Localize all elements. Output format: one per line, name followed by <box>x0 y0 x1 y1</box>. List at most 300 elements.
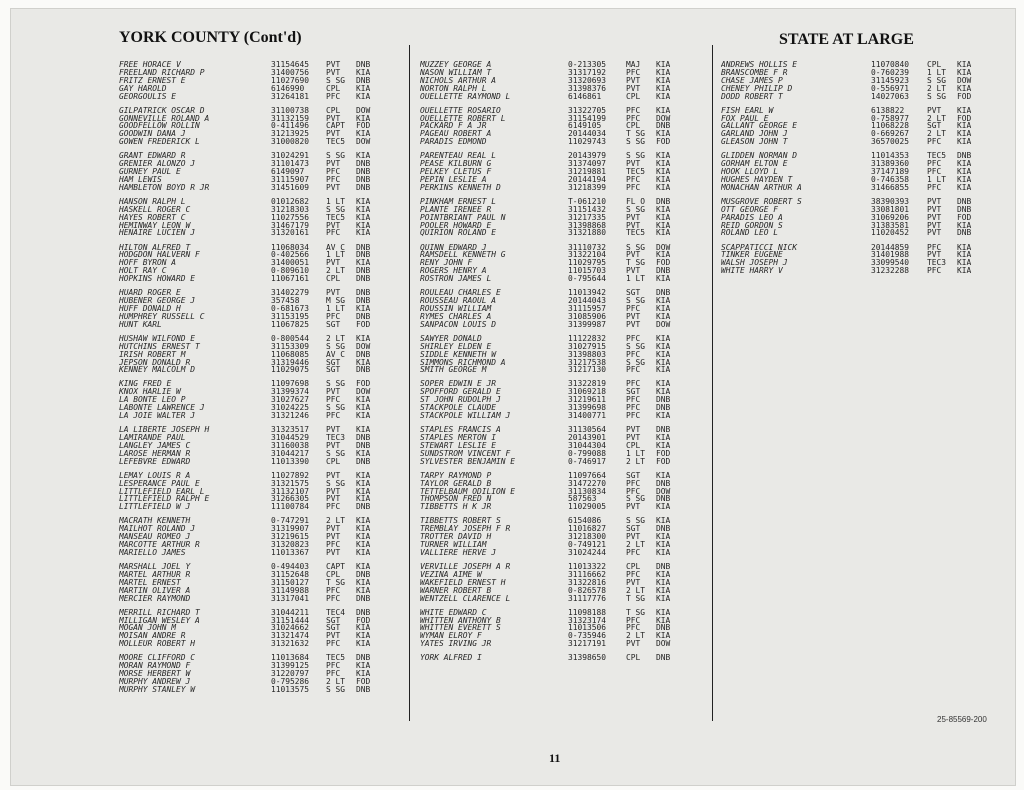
record-row <box>420 549 682 557</box>
name: WHITTEN ANTHONY B <box>420 616 501 625</box>
serial-number: 31153195 <box>271 312 310 321</box>
status: KIA <box>656 304 671 313</box>
serial-number: 31044211 <box>271 608 310 617</box>
name: LEFEBVRE EDWARD <box>119 457 191 466</box>
serial-number: 31024291 <box>271 152 310 161</box>
serial-number: 31152648 <box>271 570 310 579</box>
serial-number: 11016827 <box>568 525 607 534</box>
name: WENTZELL CLARENCE L <box>420 594 511 603</box>
name: GLEASON JOHN T <box>721 138 788 147</box>
name: SHIRLEY ELDEN E <box>420 342 492 351</box>
name: HUMPHREY RUSSELL C <box>119 312 205 321</box>
serial-number: 31115957 <box>568 304 607 313</box>
name: VERVILLE JOSEPH A R <box>420 563 511 571</box>
rank: SGT <box>326 320 341 329</box>
rank: 1 LT <box>626 275 646 284</box>
name: ROGERS HENRY A <box>420 267 487 276</box>
status: KIA <box>656 152 671 161</box>
status: KIA <box>656 168 671 176</box>
name: POOLER HOWARD E <box>420 221 492 230</box>
rank: S SG <box>927 76 947 85</box>
serial-number: 0-494403 <box>271 563 310 571</box>
state-header: STATE AT LARGE <box>779 31 914 48</box>
record-row <box>119 107 382 115</box>
status: KIA <box>356 662 371 671</box>
status: KIA <box>656 275 671 284</box>
record-row <box>420 152 682 160</box>
record-row <box>420 229 682 237</box>
status: KIA <box>356 358 371 367</box>
status: DOW <box>356 106 371 115</box>
record-row <box>119 662 382 670</box>
rank: TEC3 <box>927 259 947 268</box>
record-row <box>420 61 682 69</box>
serial-number: 31132107 <box>271 487 310 496</box>
serial-number: 0-735946 <box>568 632 607 641</box>
status: KIA <box>957 243 972 252</box>
record-row <box>721 259 983 267</box>
status: KIA <box>656 541 671 549</box>
rank: PFC <box>626 412 641 420</box>
record-row <box>119 396 382 404</box>
rank: PFC <box>626 175 641 184</box>
record-group <box>420 244 682 283</box>
rank: 2 LT <box>626 586 646 595</box>
rank: S SG <box>626 138 646 147</box>
status: KIA <box>356 152 371 161</box>
rank: PVT <box>626 267 641 276</box>
status: KIA <box>957 175 972 184</box>
status: KIA <box>656 334 671 343</box>
status: DOW <box>356 388 371 397</box>
record-group <box>420 426 682 465</box>
rank: PVT <box>326 259 341 268</box>
status: DNB <box>356 297 371 305</box>
record-row <box>721 138 983 146</box>
rank: 2 LT <box>927 130 947 139</box>
record-row <box>420 480 682 488</box>
record-row <box>721 85 983 93</box>
record-row <box>721 152 983 160</box>
name: POINTBRIANT PAUL N <box>420 213 506 222</box>
county-header: YORK COUNTY (Cont'd) <box>119 29 302 46</box>
name: WARNER ROBERT B <box>420 586 492 595</box>
record-row <box>420 525 682 533</box>
record-row <box>721 115 983 123</box>
rank: CPL <box>626 122 641 131</box>
rank: PVT <box>626 533 641 542</box>
status: KIA <box>656 350 671 359</box>
record-group <box>119 335 382 374</box>
record-group <box>420 289 682 328</box>
serial-number: 31266305 <box>271 495 310 504</box>
serial-number: 31044304 <box>568 441 607 450</box>
record-group <box>420 472 682 511</box>
serial-number: 31217335 <box>568 213 607 222</box>
name: GEORGOULIS E <box>119 92 177 101</box>
record-row <box>119 571 382 579</box>
serial-number: 31320693 <box>568 76 607 85</box>
record-row <box>721 206 983 214</box>
serial-number: 31150127 <box>271 578 310 587</box>
rank: PVT <box>326 68 341 77</box>
rank: PFC <box>927 183 942 192</box>
serial-number: 11068034 <box>271 243 310 252</box>
name: SYLVESTER BENJAMIN E <box>420 457 516 466</box>
status: DNB <box>356 503 371 512</box>
serial-number: 11014353 <box>871 152 910 161</box>
record-row <box>420 214 682 222</box>
name: LITTLEFIELD RALPH E <box>119 495 210 504</box>
rank: TEC4 <box>326 608 346 617</box>
serial-number: 31402279 <box>271 289 310 298</box>
record-row <box>721 122 983 130</box>
serial-number: 31117776 <box>568 594 607 603</box>
status: FOD <box>656 457 671 466</box>
status: KIA <box>356 114 371 123</box>
record-row <box>119 168 382 176</box>
rank: FL O <box>626 197 646 206</box>
name: MORSE HERBERT W <box>119 670 191 678</box>
status: KIA <box>356 213 371 222</box>
name: TURNER WILLIAM <box>420 541 487 549</box>
rank: AV C <box>326 243 346 252</box>
rank: PFC <box>626 396 641 405</box>
serial-number: 31116662 <box>568 570 607 579</box>
name: RAMSDELL KENNETH G <box>420 251 506 260</box>
record-group <box>420 335 682 374</box>
status: KIA <box>656 84 671 93</box>
name: STACKPOLE WILLIAM J <box>420 412 511 420</box>
record-row <box>119 517 382 525</box>
name: HUARD ROGER E <box>119 289 181 298</box>
rank: CAPT <box>326 122 346 131</box>
rank: TEC5 <box>326 654 346 663</box>
name: MOISAN ANDRE R <box>119 632 186 641</box>
status: KIA <box>656 471 671 480</box>
serial-number: 0-809610 <box>271 267 310 276</box>
name: GALLANT GEORGE E <box>721 122 798 131</box>
name: MACRATH KENNETH <box>119 517 191 526</box>
name: VEZINA AIME W <box>420 570 482 579</box>
rank: 1 LT <box>326 304 346 313</box>
name: GOODFELLOW ROLLIN <box>119 122 200 131</box>
record-row <box>119 587 382 595</box>
rank: TEC5 <box>626 168 646 176</box>
record-row <box>420 632 682 640</box>
name: HUNT KARL <box>119 320 162 329</box>
record-group <box>119 244 382 283</box>
record-row <box>721 69 983 77</box>
serial-number: 20143901 <box>568 434 607 442</box>
status: KIA <box>656 586 671 595</box>
serial-number: 11013322 <box>568 563 607 571</box>
status: DOW <box>957 76 972 85</box>
status: KIA <box>957 160 972 169</box>
rank: PVT <box>326 525 341 534</box>
serial-number: 31398376 <box>568 84 607 93</box>
status: FOD <box>356 320 371 329</box>
name: PLANTE IRENEE R <box>420 205 492 214</box>
status: KIA <box>356 426 371 435</box>
record-row <box>420 541 682 549</box>
serial-number: 31399987 <box>568 320 607 329</box>
status: KIA <box>356 130 371 139</box>
rank: 1 LT <box>626 449 646 458</box>
serial-number: 31069206 <box>871 213 910 222</box>
record-group <box>119 472 382 511</box>
name: QUINN EDWARD J <box>420 243 487 252</box>
record-row <box>721 214 983 222</box>
name: HENAIRE LUCIEN J <box>119 229 196 238</box>
status: KIA <box>656 594 671 603</box>
status: KIA <box>656 608 671 617</box>
serial-number: 11067161 <box>271 275 310 284</box>
rank: S SG <box>326 152 346 161</box>
record-row <box>420 472 682 480</box>
name: MARTEL ARTHUR R <box>119 570 191 579</box>
record-row <box>119 678 382 686</box>
status: FOD <box>656 138 671 147</box>
name: NORTON RALPH L <box>420 84 487 93</box>
name: STEWART LESLIE E <box>420 441 497 450</box>
rank: AV C <box>326 350 346 359</box>
rank: TEC3 <box>326 434 346 442</box>
status: KIA <box>957 168 972 176</box>
status: KIA <box>957 251 972 260</box>
rank: M SG <box>326 297 346 305</box>
status: KIA <box>656 342 671 351</box>
serial-number: 31398868 <box>568 221 607 230</box>
rank: PFC <box>626 548 641 557</box>
status: KIA <box>356 624 371 633</box>
status: DNB <box>356 275 371 284</box>
status: KIA <box>356 487 371 496</box>
name: SPOFFORD GERALD E <box>420 388 501 397</box>
serial-number: 11013575 <box>271 685 310 694</box>
serial-number: 11067825 <box>271 320 310 329</box>
rank: PVT <box>326 632 341 641</box>
record-row <box>119 115 382 123</box>
serial-number: 31451609 <box>271 183 310 192</box>
name: MORAN RAYMOND F <box>119 662 191 671</box>
rank: PVT <box>326 471 341 480</box>
name: GAY HAROLD <box>119 84 167 93</box>
name: GORHAM ELTON E <box>721 160 788 169</box>
rank: PFC <box>626 106 641 115</box>
serial-number: 31219881 <box>568 168 607 176</box>
status: DOW <box>356 138 371 147</box>
name: MUSGROVE ROBERT S <box>721 197 802 206</box>
record-row <box>420 404 682 412</box>
status: KIA <box>356 205 371 214</box>
rank: S SG <box>626 495 646 504</box>
name: SUNDSTROM VINCENT F <box>420 449 511 458</box>
name: MILLIGAN WESLEY A <box>119 616 200 625</box>
record-row <box>119 198 382 206</box>
name: HUFF DONALD H <box>119 304 181 313</box>
name: PARENTEAU REAL L <box>420 152 497 161</box>
serial-number: 6149097 <box>271 168 305 176</box>
name: HAMBLETON BOYD R JR <box>119 183 210 192</box>
status: KIA <box>656 616 671 625</box>
name: HEMINWAY LEON W <box>119 221 191 230</box>
serial-number: 31100738 <box>271 106 310 115</box>
status: DNB <box>957 197 972 206</box>
record-row <box>420 93 682 101</box>
status: KIA <box>356 548 371 557</box>
record-group <box>420 380 682 419</box>
rank: CPL <box>927 61 942 69</box>
record-row <box>119 450 382 458</box>
name: OUELLETTE RAYMOND L <box>420 92 511 101</box>
status: DNB <box>356 267 371 276</box>
rank: PVT <box>626 213 641 222</box>
record-row <box>721 176 983 184</box>
status: KIA <box>656 68 671 77</box>
status: KIA <box>356 495 371 504</box>
record-row <box>119 563 382 571</box>
record-group <box>420 517 682 556</box>
status: DNB <box>356 76 371 85</box>
record-row <box>721 184 983 192</box>
name: LITTLEFIELD W J <box>119 503 191 512</box>
serial-number: 31110732 <box>568 243 607 252</box>
record-row <box>119 275 382 283</box>
serial-number: 11070840 <box>871 61 910 69</box>
name: PARADIS LEO A <box>721 213 783 222</box>
status: DNB <box>656 479 671 488</box>
serial-number: 31323174 <box>568 616 607 625</box>
serial-number: 11013367 <box>271 548 310 557</box>
status: KIA <box>356 84 371 93</box>
status: DNB <box>356 570 371 579</box>
rank: S SG <box>626 243 646 252</box>
name: CHENEY PHILIP D <box>721 84 793 93</box>
record-row <box>119 305 382 313</box>
status: FOD <box>356 678 371 686</box>
status: KIA <box>656 632 671 641</box>
serial-number: 31389360 <box>871 160 910 169</box>
serial-number: 31319907 <box>271 525 310 534</box>
rank: PFC <box>626 366 641 375</box>
serial-number: 6154086 <box>568 517 602 526</box>
record-row <box>119 640 382 648</box>
name: YORK ALFRED I <box>420 654 482 663</box>
rank: TEC5 <box>326 213 346 222</box>
name: NICHOLS ARTHUR A <box>420 76 497 85</box>
status: KIA <box>356 259 371 268</box>
name: SIDDLE KENNETH W <box>420 350 497 359</box>
rank: PFC <box>626 570 641 579</box>
status: DOW <box>656 320 671 329</box>
record-row <box>119 632 382 640</box>
record-group <box>420 563 682 602</box>
record-group <box>119 563 382 602</box>
rank: PFC <box>927 267 942 276</box>
name: GRENIER ALONZO J <box>119 160 196 169</box>
serial-number: 33081801 <box>871 205 910 214</box>
serial-number: 31321474 <box>271 632 310 641</box>
status: DNB <box>656 525 671 534</box>
status: DNB <box>356 183 371 192</box>
record-group <box>119 426 382 465</box>
serial-number: 11097664 <box>568 471 607 480</box>
name: CHASE JAMES P <box>721 76 783 85</box>
status: KIA <box>356 533 371 542</box>
record-row <box>119 495 382 503</box>
status: DNB <box>656 404 671 413</box>
name: TIBBETTS H K JR <box>420 503 492 512</box>
status: DNB <box>356 366 371 375</box>
name: SMITH GEORGE M <box>420 366 487 375</box>
serial-number: 20143979 <box>568 152 607 161</box>
serial-number: 31145923 <box>871 76 910 85</box>
name: WHITE HARRY V <box>721 267 783 276</box>
serial-number: 11027556 <box>271 213 310 222</box>
status: KIA <box>957 267 972 276</box>
rank: PVT <box>927 251 942 260</box>
rank: PVT <box>626 76 641 85</box>
serial-number: 6146861 <box>568 92 602 101</box>
rank: PVT <box>626 578 641 587</box>
serial-number: 357458 <box>271 297 300 305</box>
serial-number: 11068228 <box>871 122 910 131</box>
name: BRANSCOMBE F R <box>721 68 788 77</box>
status: KIA <box>356 68 371 77</box>
name: IRISH ROBERT M <box>119 350 186 359</box>
serial-number: 01012682 <box>271 197 310 206</box>
serial-number: 31218300 <box>568 533 607 542</box>
status: DNB <box>356 243 371 252</box>
record-row <box>420 495 682 503</box>
name: LAROSE HERMAN R <box>119 449 191 458</box>
rank: PFC <box>626 479 641 488</box>
record-row <box>119 313 382 321</box>
record-row <box>420 251 682 259</box>
name: SAWYER DONALD <box>420 334 482 343</box>
roster-column-3 <box>721 61 983 281</box>
status: DNB <box>356 654 371 663</box>
name: TINKER EUGENE <box>721 251 783 260</box>
rank: T SG <box>626 608 646 617</box>
record-row <box>420 267 682 275</box>
status: KIA <box>656 229 671 238</box>
serial-number: 11020452 <box>871 229 910 238</box>
record-row <box>420 138 682 146</box>
serial-number: 11098188 <box>568 608 607 617</box>
status: KIA <box>356 640 371 649</box>
record-row <box>119 351 382 359</box>
serial-number: 31154199 <box>568 114 607 123</box>
name: HUSHAW WILFOND E <box>119 334 196 343</box>
serial-number: 6149105 <box>568 122 602 131</box>
record-row <box>420 595 682 603</box>
serial-number: 31219615 <box>271 533 310 542</box>
rank: S SG <box>626 342 646 351</box>
name: HAM LEWIS <box>119 175 162 184</box>
serial-number: 0-669267 <box>871 130 910 139</box>
rank: S SG <box>326 685 346 694</box>
name: MOLLEUR ROBERT H <box>119 640 196 649</box>
rank: PFC <box>626 380 641 389</box>
serial-number: 31317192 <box>568 68 607 77</box>
rank: S SG <box>626 517 646 526</box>
record-row <box>119 488 382 496</box>
rank: S SG <box>626 152 646 161</box>
record-row <box>420 640 682 648</box>
status: DNB <box>356 312 371 321</box>
